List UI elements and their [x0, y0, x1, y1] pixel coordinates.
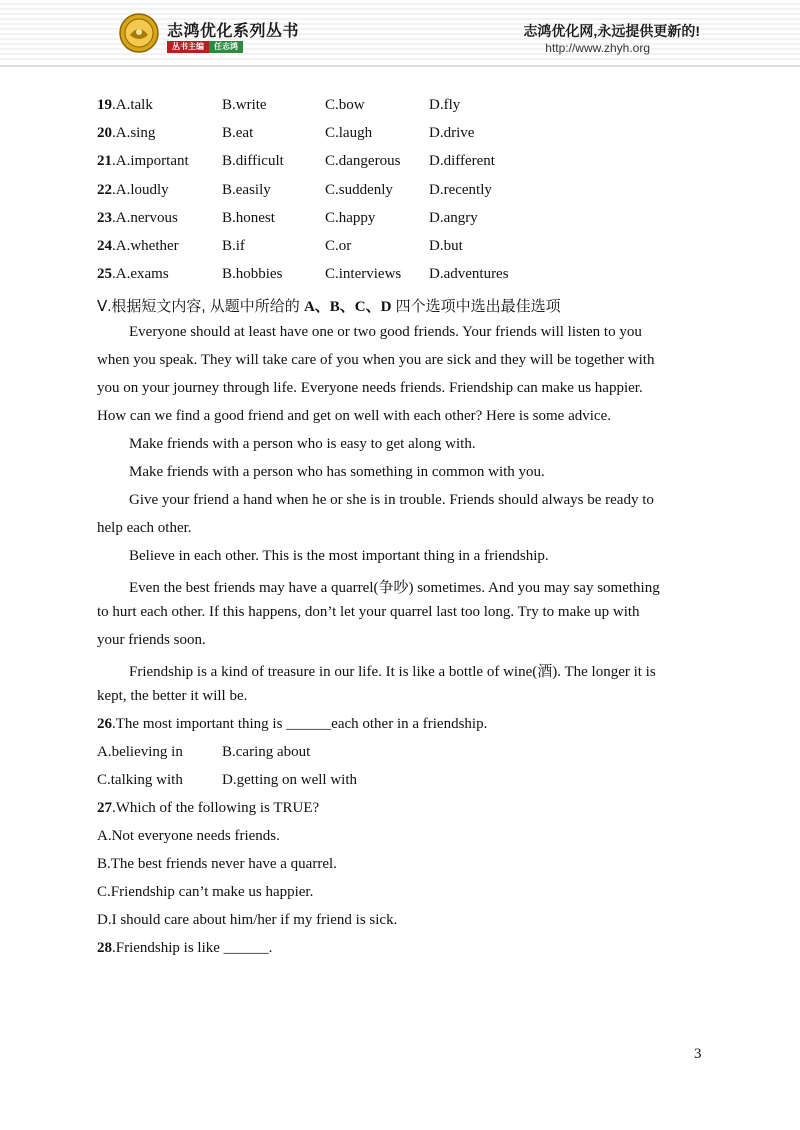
- badge-editor-name: 任志鸿: [209, 41, 243, 53]
- option-b: B.if: [222, 238, 245, 254]
- question-number: 19: [97, 97, 112, 113]
- option-d: D.drive: [429, 125, 475, 141]
- option-c: C.bow: [325, 97, 365, 113]
- option-a: .A.nervous: [112, 210, 178, 226]
- question-text: .The most important thing is ______each other in a friendship.: [112, 716, 488, 732]
- option-b: B.difficult: [222, 153, 284, 169]
- question-text: .Which of the following is TRUE?: [112, 800, 320, 816]
- option-d: D.angry: [429, 210, 478, 226]
- option-b: B.easily: [222, 182, 271, 198]
- option-a: .A.loudly: [112, 182, 169, 198]
- page-header: [0, 0, 800, 68]
- passage-line: Everyone should at least have one or two good friends. Your friends will listen to you: [129, 324, 642, 340]
- option-b: B.eat: [222, 125, 254, 141]
- section-heading-suffix: 四个选项中选出最佳选项: [391, 298, 561, 315]
- question-number: 23: [97, 210, 112, 226]
- passage-line: Friendship is a kind of treasure in our life. It is like a bottle of wine(酒). The longer it is: [129, 664, 656, 680]
- option-b: B.hobbies: [222, 266, 283, 282]
- question-text: .Friendship is like ______.: [112, 940, 273, 956]
- option-d: D.but: [429, 238, 463, 254]
- question-number: 27: [97, 800, 112, 816]
- passage-line: Believe in each other. This is the most important thing in a friendship.: [129, 548, 549, 564]
- q27-option-b: B.The best friends never have a quarrel.: [97, 856, 337, 872]
- badge-editor-label: 丛书主编: [167, 41, 209, 53]
- editor-badge: [167, 41, 243, 53]
- option-d: D.fly: [429, 97, 461, 113]
- q26-option-c: C.talking with: [97, 772, 183, 788]
- passage-line: Make friends with a person who has something in common with you.: [129, 464, 545, 480]
- option-c: C.happy: [325, 210, 376, 226]
- option-d: D.adventures: [429, 266, 509, 282]
- passage-line: How can we find a good friend and get on well with each other? Here is some advice.: [97, 408, 611, 424]
- site-slogan: 志鸿优化网,永远提供更新的!: [523, 23, 700, 39]
- question-28-stem: [97, 940, 272, 957]
- passage-line: when you speak. They will take care of you when you are sick and they will be together with: [97, 352, 655, 368]
- option-a: .A.important: [112, 153, 189, 169]
- option-c: C.dangerous: [325, 153, 401, 169]
- passage-line: you on your journey through life. Everyone needs friends. Friendship can make us happier.: [97, 380, 643, 396]
- passage-line: Even the best friends may have a quarrel(争吵) sometimes. And you may say something: [129, 580, 660, 596]
- passage-line: Make friends with a person who is easy to get along with.: [129, 436, 476, 452]
- option-b: B.honest: [222, 210, 275, 226]
- question-number: 26: [97, 716, 112, 732]
- question-number: 22: [97, 182, 112, 198]
- passage-line: help each other.: [97, 520, 192, 536]
- section-heading-prefix: Ⅴ.根据短文内容, 从题中所给的: [97, 298, 304, 315]
- option-c: C.laugh: [325, 125, 373, 141]
- q26-option-d: D.getting on well with: [222, 772, 357, 788]
- passage-line: your friends soon.: [97, 632, 206, 648]
- option-c: C.suddenly: [325, 182, 393, 198]
- option-a: .A.sing: [112, 125, 156, 141]
- option-c: C.interviews: [325, 266, 402, 282]
- question-number: 20: [97, 125, 112, 141]
- option-d: D.different: [429, 153, 495, 169]
- option-a: .A.whether: [112, 238, 179, 254]
- question-number: 21: [97, 153, 112, 169]
- question-number: 25: [97, 266, 112, 282]
- option-b: B.write: [222, 97, 267, 113]
- zhihong-logo-icon: [119, 13, 159, 53]
- section-heading-letters: A、B、C、D: [303, 299, 392, 315]
- page-number: 3: [694, 1046, 702, 1062]
- passage-line: Give your friend a hand when he or she is in trouble. Friends should always be ready to: [129, 492, 654, 508]
- q26-option-b: B.caring about: [222, 744, 311, 760]
- q26-option-a: A.believing in: [97, 744, 183, 760]
- q27-option-d: D.I should care about him/her if my friend is sick.: [97, 912, 398, 928]
- site-url-link[interactable]: http://www.zhyh.org: [545, 41, 650, 55]
- option-d: D.recently: [429, 182, 492, 198]
- option-a: .A.exams: [112, 266, 169, 282]
- option-a: .A.talk: [112, 97, 153, 113]
- passage-line: kept, the better it will be.: [97, 688, 248, 704]
- q27-option-c: C.Friendship can’t make us happier.: [97, 884, 314, 900]
- q27-option-a: A.Not everyone needs friends.: [97, 828, 280, 844]
- question-number: 28: [97, 940, 112, 956]
- question-27-stem: [97, 800, 319, 817]
- option-c: C.or: [325, 238, 352, 254]
- section-heading: [97, 295, 561, 316]
- question-number: 24: [97, 238, 112, 254]
- passage-line: to hurt each other. If this happens, don’t let your quarrel last too long. Try to make up with: [97, 604, 640, 620]
- series-title: 志鸿优化系列丛书: [167, 23, 300, 40]
- question-26-stem: [97, 716, 487, 733]
